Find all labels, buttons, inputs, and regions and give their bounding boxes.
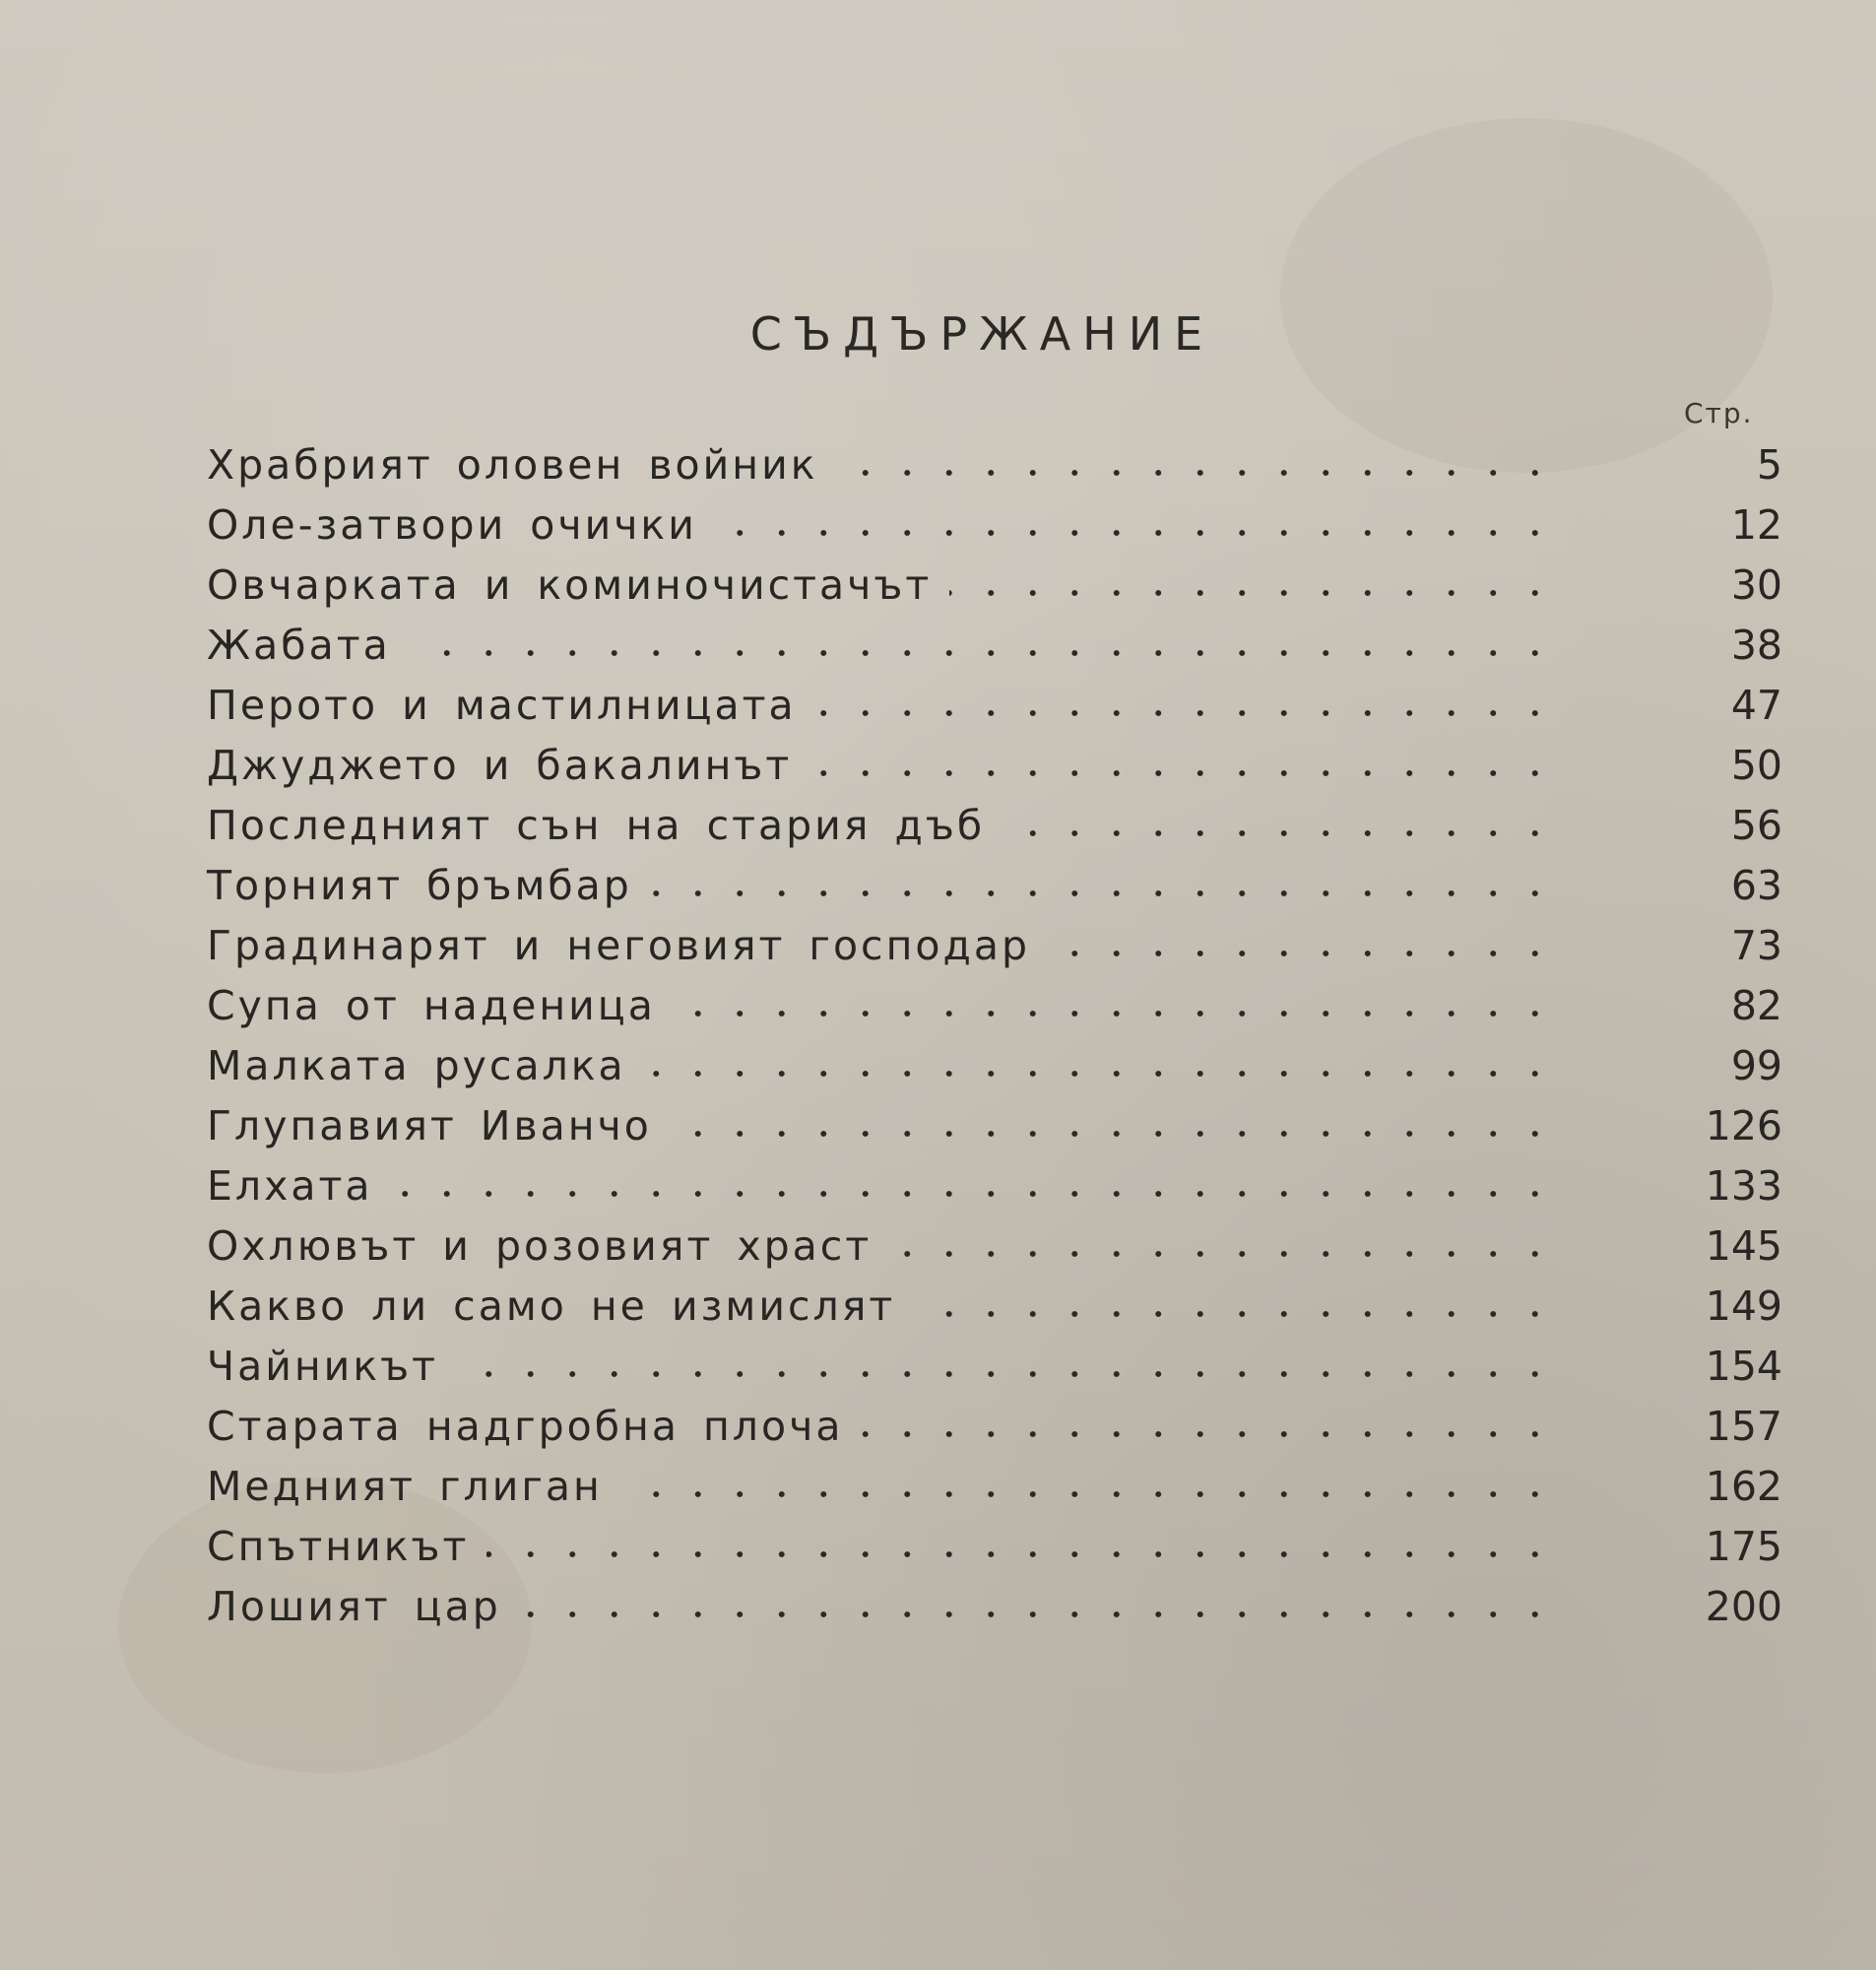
toc-entry xyxy=(207,920,1782,980)
toc-dot-leader xyxy=(715,529,1556,537)
toc-dot-leader xyxy=(644,1070,1556,1078)
toc-entry-title: Какво ли само не измислят xyxy=(207,1282,896,1330)
toc-entry-page: 73 xyxy=(1730,922,1782,969)
toc-entry xyxy=(207,439,1782,499)
toc-entry xyxy=(207,1341,1782,1401)
toc-dot-leader xyxy=(670,1130,1556,1138)
toc-entry-page: 149 xyxy=(1705,1282,1782,1330)
toc-entry xyxy=(207,1220,1782,1280)
toc-entry-page: 56 xyxy=(1730,802,1782,849)
toc-entry xyxy=(207,1581,1782,1641)
toc-entry xyxy=(207,980,1782,1040)
toc-dot-leader xyxy=(650,889,1556,897)
toc-dot-leader xyxy=(1003,829,1556,837)
toc-entry-page: 38 xyxy=(1730,622,1782,669)
toc-entry-page: 50 xyxy=(1730,742,1782,789)
toc-dot-leader xyxy=(674,1010,1556,1018)
toc-entry-title: Жабата xyxy=(207,622,391,669)
toc-entry-page: 145 xyxy=(1705,1222,1782,1270)
toc-entry-page: 47 xyxy=(1730,682,1782,729)
toc-entry-page: 133 xyxy=(1705,1162,1782,1210)
toc-entry-title: Градинарят и неговият господар xyxy=(207,922,1030,969)
toc-entry-title: Овчарката и коминочистачът xyxy=(207,561,933,609)
toc-dot-leader xyxy=(620,1490,1556,1498)
toc-dot-leader xyxy=(391,1190,1556,1198)
toc-entry-title: Спътникът xyxy=(207,1523,470,1570)
toc-entry xyxy=(207,1040,1782,1100)
toc-dot-leader xyxy=(913,1310,1556,1318)
toc-entry xyxy=(207,559,1782,620)
toc-entry-page: 30 xyxy=(1730,561,1782,609)
toc-entry-page: 200 xyxy=(1705,1583,1782,1630)
toc-entry xyxy=(207,740,1782,800)
toc-entry-title: Лошият цар xyxy=(207,1583,501,1630)
toc-entry-title: Супа от наденица xyxy=(207,982,656,1029)
toc-dot-leader xyxy=(519,1610,1556,1618)
toc-dot-leader xyxy=(836,469,1556,477)
toc-dot-leader xyxy=(814,709,1556,717)
toc-entry-title: Старата надгробна плоча xyxy=(207,1403,844,1450)
toc-dot-leader xyxy=(861,1430,1556,1438)
toc-entry-title: Медният глиган xyxy=(207,1463,603,1510)
toc-entry-title: Джуджето и бакалинът xyxy=(207,742,793,789)
toc-entry-title: Охлювът и розовият храст xyxy=(207,1222,873,1270)
toc-entry-page: 82 xyxy=(1730,982,1782,1029)
table-of-contents xyxy=(207,439,1782,1641)
toc-dot-leader xyxy=(809,769,1556,777)
toc-dot-leader xyxy=(409,649,1556,657)
toc-entry xyxy=(207,1461,1782,1521)
toc-entry-title: Оле-затвори очички xyxy=(207,501,697,549)
toc-entry-title: Чайникът xyxy=(207,1343,438,1390)
toc-entry xyxy=(207,1160,1782,1220)
toc-entry-page: 157 xyxy=(1705,1403,1782,1450)
toc-dot-leader xyxy=(486,1550,1556,1558)
page-title: СЪДЪРЖАНИЕ xyxy=(749,307,1215,361)
toc-dot-leader xyxy=(456,1370,1556,1378)
toc-entry xyxy=(207,1280,1782,1341)
toc-entry xyxy=(207,1100,1782,1160)
toc-entry-title: Малката русалка xyxy=(207,1042,626,1089)
toc-entry-page: 5 xyxy=(1756,441,1782,489)
toc-entry-title: Торният бръмбар xyxy=(207,862,632,909)
toc-entry-page: 175 xyxy=(1705,1523,1782,1570)
toc-entry-title: Храбрият оловен войник xyxy=(207,441,818,489)
toc-entry-page: 162 xyxy=(1705,1463,1782,1510)
toc-entry xyxy=(207,1521,1782,1581)
toc-entry xyxy=(207,860,1782,920)
toc-entry-title: Последният сън на стария дъб xyxy=(207,802,986,849)
toc-entry xyxy=(207,1401,1782,1461)
toc-dot-leader xyxy=(1048,950,1556,957)
toc-entry-page: 63 xyxy=(1730,862,1782,909)
toc-entry-page: 126 xyxy=(1705,1102,1782,1149)
toc-entry-page: 12 xyxy=(1730,501,1782,549)
toc-entry xyxy=(207,620,1782,680)
toc-entry xyxy=(207,499,1782,559)
toc-entry xyxy=(207,800,1782,860)
toc-entry-title: Глупавият Иванчо xyxy=(207,1102,652,1149)
toc-entry-page: 154 xyxy=(1705,1343,1782,1390)
toc-entry xyxy=(207,680,1782,740)
page-column-label: Стр. xyxy=(1684,397,1754,429)
toc-entry-page: 99 xyxy=(1730,1042,1782,1089)
toc-entry-title: Елхата xyxy=(207,1162,373,1210)
toc-dot-leader xyxy=(949,589,1556,597)
toc-dot-leader xyxy=(889,1250,1556,1258)
toc-entry-title: Перото и мастилницата xyxy=(207,682,797,729)
